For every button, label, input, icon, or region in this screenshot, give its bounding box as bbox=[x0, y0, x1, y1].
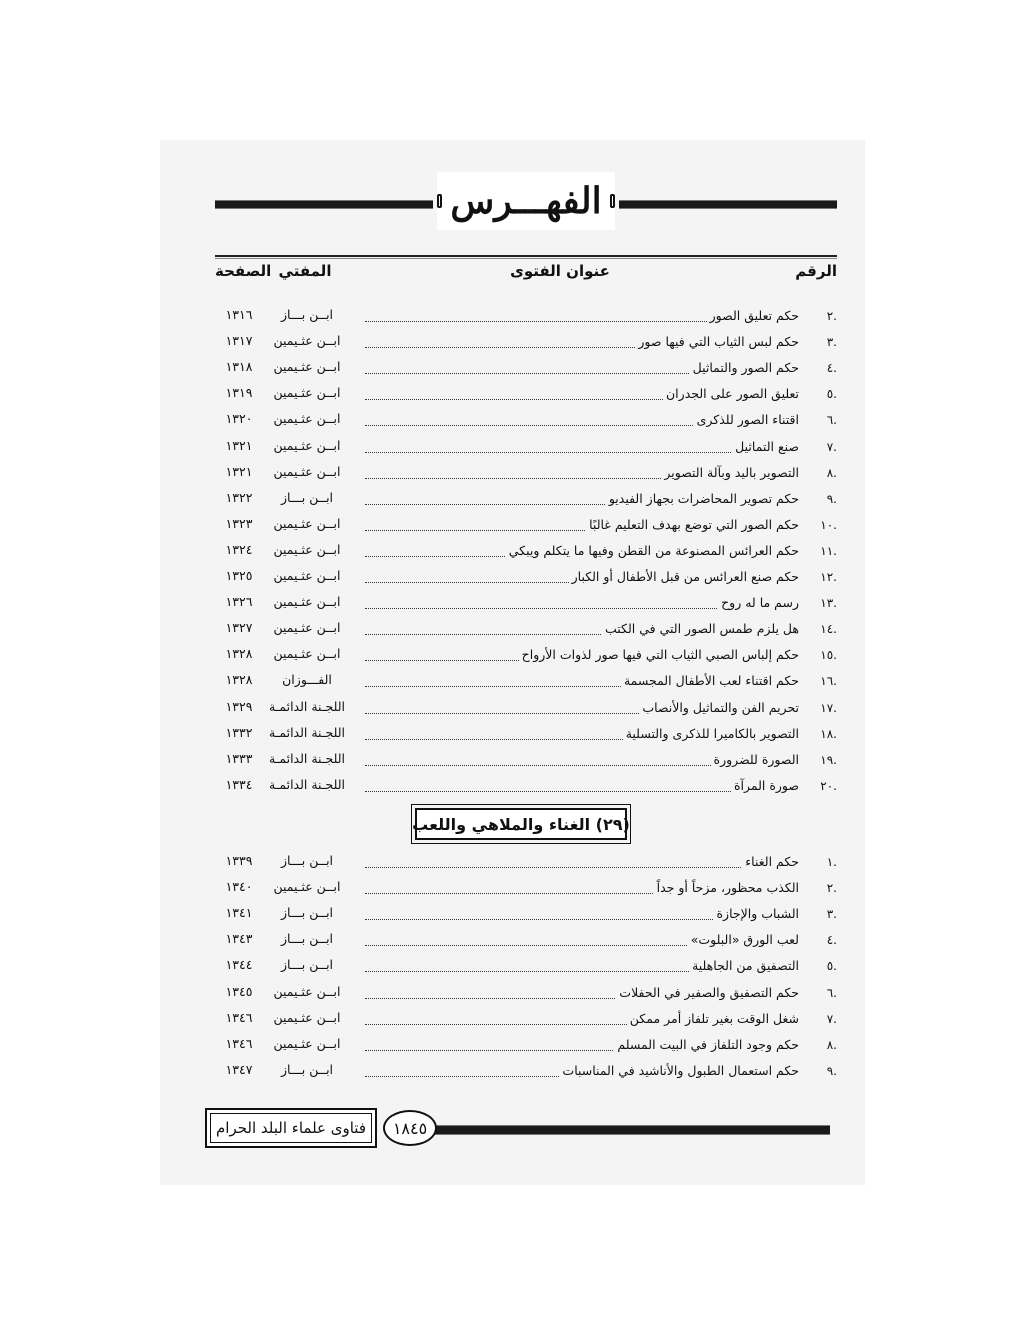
column-header-page: الصفحة bbox=[215, 262, 272, 280]
column-header-title: عنوان الفتوى bbox=[510, 262, 610, 280]
entry-page: ١٣٢٩ bbox=[225, 698, 253, 714]
entry-number: ١٦. bbox=[820, 674, 837, 689]
page-title: الفهـــرس bbox=[450, 180, 602, 222]
entry-mufti: ابــن عثـيمين bbox=[273, 333, 341, 349]
entry-mufti: ابــن بـــاز bbox=[280, 957, 334, 973]
index-row bbox=[215, 487, 837, 511]
page-footer bbox=[205, 1108, 830, 1150]
index-row bbox=[215, 696, 837, 720]
entry-number: ٦. bbox=[826, 413, 837, 428]
header-rule bbox=[215, 255, 837, 257]
index-row bbox=[215, 539, 837, 563]
entry-number: ٢٠. bbox=[820, 778, 837, 793]
entry-mufti: ابــن عثـيمين bbox=[273, 437, 341, 453]
index-row bbox=[215, 382, 837, 406]
entry-title: حكم تصوير المحاضرات بجهاز الفيديو bbox=[606, 491, 799, 506]
entry-mufti: اللجـنة الدائمـة bbox=[269, 776, 345, 792]
entry-page: ١٣٢٦ bbox=[225, 594, 253, 610]
entry-number: ٧. bbox=[826, 1011, 837, 1026]
header-rule-thin bbox=[215, 258, 837, 259]
index-title-bar bbox=[215, 172, 837, 230]
entry-mufti: ابــن عثـيمين bbox=[273, 385, 341, 401]
entry-title: حكم اقتناء لعب الأطفال المجسمة bbox=[621, 673, 799, 688]
entry-page: ١٣١٧ bbox=[225, 333, 253, 349]
footer-book-title: فتاوى علماء البلد الحرام bbox=[205, 1108, 377, 1148]
entry-title: شغل الوقت بغير تلفاز أمر ممكن bbox=[627, 1011, 799, 1026]
index-row bbox=[215, 902, 837, 926]
entry-title: التصفيق من الجاهلية bbox=[689, 958, 799, 973]
entry-page: ١٣٤٦ bbox=[225, 1009, 253, 1025]
entry-title: اقتناء الصور للذكرى bbox=[694, 412, 799, 427]
entry-mufti: ابــن عثـيمين bbox=[273, 1035, 341, 1051]
entry-mufti: ابــن بـــاز bbox=[280, 905, 334, 921]
entry-title: الكذب محظور، مزحاً أو جداً bbox=[654, 880, 799, 895]
entry-number: ٥. bbox=[826, 959, 837, 974]
entry-title: حكم الصور والتماثيل bbox=[690, 360, 799, 375]
entry-mufti: ابــن عثـيمين bbox=[273, 983, 341, 999]
entry-mufti: اللجـنة الدائمـة bbox=[269, 698, 345, 714]
entry-title: حكم صنع العرائس من قبل الأطفال أو الكبار bbox=[569, 569, 799, 584]
entry-title: حكم لبس الثياب التي فيها صور bbox=[635, 334, 799, 349]
entry-number: ٦. bbox=[826, 985, 837, 1000]
index-row bbox=[215, 954, 837, 978]
entry-mufti: ابــن بـــاز bbox=[280, 1061, 334, 1077]
entry-number: ١٤. bbox=[820, 622, 837, 637]
section-heading: (٢٩) الغناء والملاهي واللعب bbox=[415, 808, 627, 840]
column-header-mufti: المفتي bbox=[278, 262, 332, 280]
entry-number: ٨. bbox=[826, 1037, 837, 1052]
index-row bbox=[215, 748, 837, 772]
entry-title: الصورة للضرورة bbox=[711, 752, 799, 767]
entry-mufti: ابــن عثـيمين bbox=[273, 541, 341, 557]
footer-page-number: ١٨٤٥ bbox=[383, 1110, 437, 1146]
index-row bbox=[215, 1033, 837, 1057]
entry-page: ١٣٢٠ bbox=[225, 411, 253, 427]
entry-page: ١٣١٦ bbox=[225, 307, 253, 322]
index-row bbox=[215, 876, 837, 900]
entry-mufti: ابــن عثـيمين bbox=[273, 568, 341, 583]
entry-mufti: ابــن عثـيمين bbox=[273, 594, 341, 610]
entry-title: تحريم الفن والتماثيل والأنصاب bbox=[639, 700, 799, 715]
entry-title: حكم تعليق الصور bbox=[707, 308, 799, 323]
index-row bbox=[215, 408, 837, 432]
entry-page: ١٣٤٣ bbox=[225, 931, 253, 947]
entry-page: ١٣١٨ bbox=[225, 359, 253, 375]
entry-number: ٧. bbox=[826, 439, 837, 454]
entry-number: ٨. bbox=[826, 465, 837, 480]
index-row bbox=[215, 643, 837, 667]
entry-page: ١٣٢٥ bbox=[225, 568, 253, 583]
entry-title: هل يلزم طمس الصور التي في الكتب bbox=[602, 621, 799, 636]
entry-mufti: الفـــوزان bbox=[282, 672, 332, 688]
entry-title: حكم وجود التلفاز في البيت المسلم bbox=[614, 1037, 799, 1052]
index-row bbox=[215, 669, 837, 693]
entry-title: حكم الصور التي توضع بهدف التعليم غالبًا bbox=[586, 517, 799, 532]
entry-mufti: ابــن عثـيمين bbox=[273, 359, 341, 375]
entry-page: ١٣٤٦ bbox=[225, 1035, 253, 1051]
index-row bbox=[215, 565, 837, 589]
entry-title: الشباب والإجازة bbox=[713, 906, 799, 921]
entry-title: حكم العرائس المصنوعة من القطن وفيها ما يتكلم ويبكي bbox=[506, 543, 799, 558]
entry-number: ١١. bbox=[820, 543, 837, 558]
square-bullet-icon bbox=[437, 194, 442, 208]
entry-page: ١٣٣٢ bbox=[225, 724, 253, 740]
entry-number: ٣. bbox=[826, 907, 837, 922]
entry-page: ١٣٢٣ bbox=[225, 515, 253, 531]
entry-number: ٤. bbox=[826, 361, 837, 376]
entry-number: ٥. bbox=[826, 387, 837, 402]
title-rule-right bbox=[619, 200, 837, 209]
entry-page: ١٣٣٩ bbox=[225, 853, 253, 868]
column-header-number: الرقم bbox=[795, 262, 837, 280]
index-row bbox=[215, 435, 837, 459]
entry-mufti: ابــن عثـيمين bbox=[273, 411, 341, 427]
entry-mufti: ابــن عثـيمين bbox=[273, 515, 341, 531]
entry-title: التصوير بالكاميرا للذكرى والتسلية bbox=[623, 726, 799, 741]
index-row bbox=[215, 591, 837, 615]
title-rule-left bbox=[215, 200, 433, 209]
entry-page: ١٣٤٤ bbox=[225, 957, 253, 973]
entry-mufti: ابــن عثـيمين bbox=[273, 620, 341, 636]
entry-title: صنع التماثيل bbox=[732, 439, 799, 454]
entry-page: ١٣٤٠ bbox=[225, 879, 253, 895]
entry-page: ١٣٤١ bbox=[225, 905, 253, 921]
footer-rule bbox=[430, 1125, 830, 1135]
index-row bbox=[215, 304, 837, 328]
entry-number: ١٨. bbox=[820, 726, 837, 741]
entry-mufti: ابــن بـــاز bbox=[280, 931, 334, 947]
index-row bbox=[215, 356, 837, 380]
entry-page: ١٣٢١ bbox=[225, 437, 253, 453]
entry-mufti: ابــن عثـيمين bbox=[273, 1009, 341, 1025]
index-row bbox=[215, 981, 837, 1005]
square-bullet-icon bbox=[610, 194, 615, 208]
entry-page: ١٣٢٨ bbox=[225, 646, 253, 662]
entry-page: ١٣٢٧ bbox=[225, 620, 253, 636]
entry-page: ١٣٣٣ bbox=[225, 750, 253, 766]
index-row bbox=[215, 330, 837, 354]
title-text-wrap bbox=[437, 172, 615, 230]
entry-title: حكم استعمال الطبول والأناشيد في المناسبات bbox=[559, 1063, 799, 1078]
index-row bbox=[215, 1007, 837, 1031]
entry-number: ١. bbox=[826, 855, 837, 869]
entry-page: ١٣٢٤ bbox=[225, 541, 253, 557]
leader-dots bbox=[365, 867, 799, 868]
entry-number: ٤. bbox=[826, 933, 837, 948]
entry-number: ٩. bbox=[826, 1063, 837, 1078]
entry-number: ٣. bbox=[826, 335, 837, 350]
index-row bbox=[215, 722, 837, 746]
index-row bbox=[215, 513, 837, 537]
entry-page: ١٣٤٥ bbox=[225, 983, 253, 999]
entry-mufti: ابــن بـــاز bbox=[280, 307, 334, 322]
entry-title: التصوير باليد وبآلة التصوير bbox=[661, 465, 799, 480]
entry-title: حكم إلباس الصبي الثياب التي فيها صور لذوات الأرواح bbox=[519, 647, 799, 662]
entry-number: ٢. bbox=[826, 309, 837, 323]
entry-title: رسم ما له روح bbox=[718, 595, 799, 610]
entry-mufti: ابــن عثـيمين bbox=[273, 646, 341, 662]
entry-mufti: ابــن عثـيمين bbox=[273, 879, 341, 895]
entry-title: صورة المرآة bbox=[731, 778, 799, 793]
entry-mufti: ابــن عثـيمين bbox=[273, 463, 341, 479]
entry-number: ١٣. bbox=[820, 596, 837, 611]
index-row bbox=[215, 774, 837, 798]
index-row bbox=[215, 850, 837, 874]
entry-mufti: اللجـنة الدائمـة bbox=[269, 750, 345, 766]
entry-mufti: ابــن بـــاز bbox=[280, 489, 334, 505]
index-row bbox=[215, 617, 837, 641]
entry-title: حكم التصفيق والصفير في الحفلات bbox=[616, 985, 799, 1000]
entry-title: لعب الورق «البلوت» bbox=[688, 932, 799, 947]
entry-page: ١٣٣٤ bbox=[225, 776, 253, 792]
entry-title: حكم الغناء bbox=[742, 854, 799, 869]
index-row bbox=[215, 928, 837, 952]
entry-title: تعليق الصور على الجدران bbox=[663, 386, 799, 401]
entry-number: ١٥. bbox=[820, 648, 837, 663]
entry-page: ١٣٢٢ bbox=[225, 489, 253, 505]
entry-number: ٩. bbox=[826, 491, 837, 506]
entry-page: ١٣٢٨ bbox=[225, 672, 253, 688]
entry-mufti: ابــن بـــاز bbox=[280, 853, 334, 868]
entry-page: ١٣٢١ bbox=[225, 463, 253, 479]
index-row bbox=[215, 461, 837, 485]
entry-number: ١٠. bbox=[820, 517, 837, 532]
entry-number: ١٩. bbox=[820, 752, 837, 767]
entry-number: ٢. bbox=[826, 881, 837, 896]
entry-page: ١٣١٩ bbox=[225, 385, 253, 401]
entry-mufti: اللجـنة الدائمـة bbox=[269, 724, 345, 740]
index-row bbox=[215, 1059, 837, 1083]
entry-number: ١٧. bbox=[820, 700, 837, 715]
entry-number: ١٢. bbox=[820, 570, 837, 584]
entry-page: ١٣٤٧ bbox=[225, 1061, 253, 1077]
